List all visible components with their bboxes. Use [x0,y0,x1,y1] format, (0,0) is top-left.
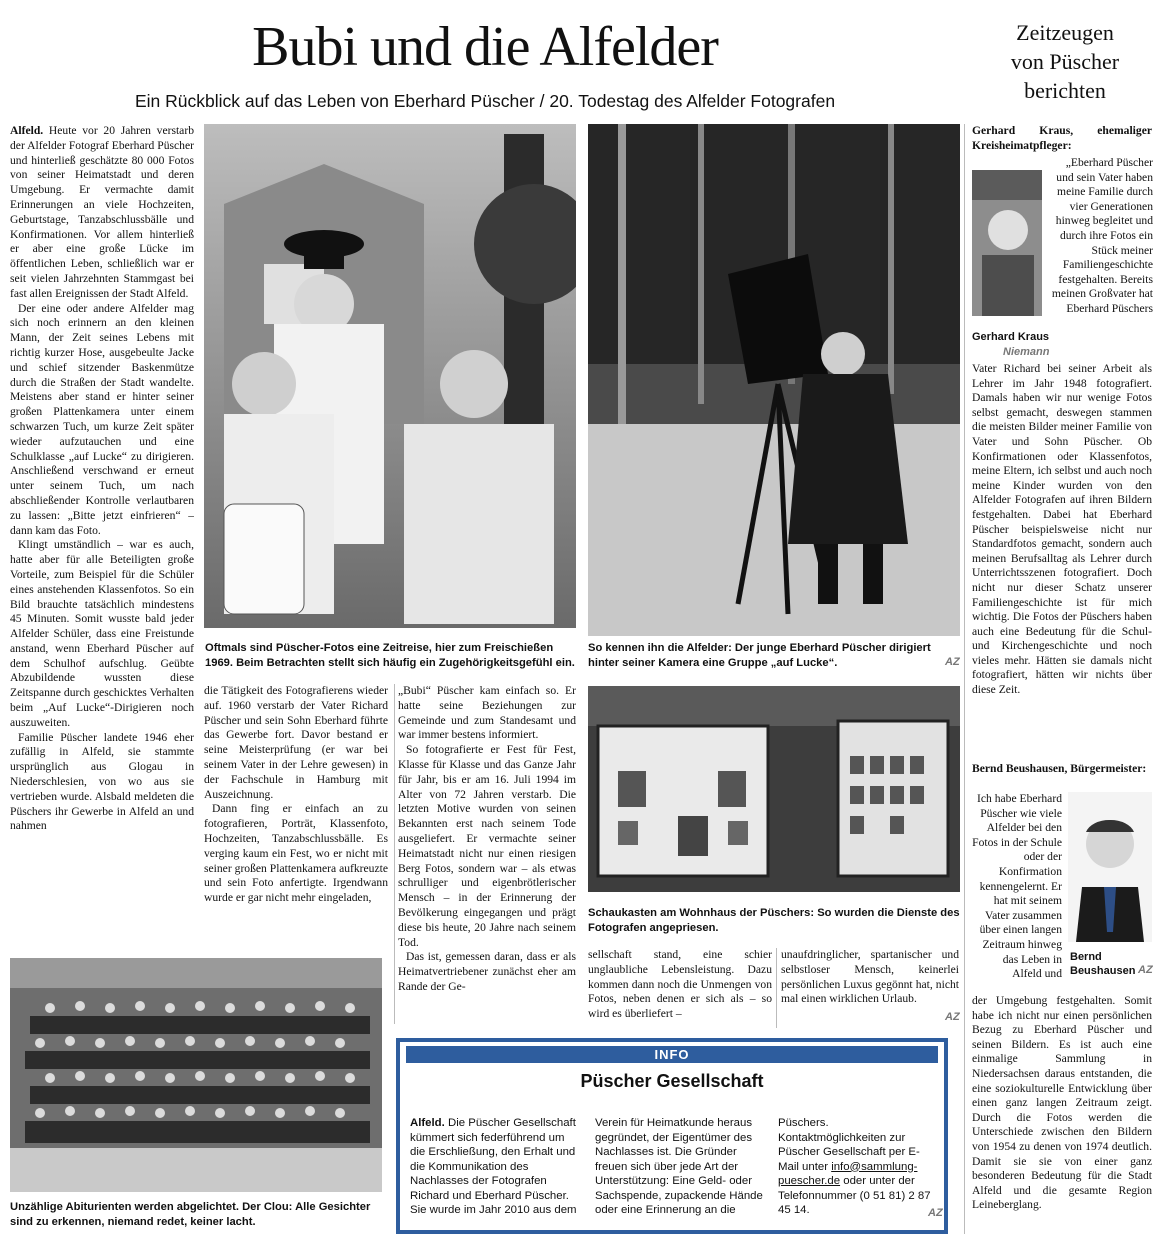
kraus-portrait-caption: Gerhard Kraus [972,331,1050,343]
article-paragraph: So fotografierte er Fest für Fest, Klasse für Klasse und das Ganze Jahr für Jahr, bis er am 16. Juli 1994 im Alter von 72 Jahren verstarb. Die letzten Motive wurden von seinen Bekannten erst nach seinem Tode ausgeliefert. Er vermachte seiner Heimatstadt nicht nur einen riesigen Berg Fotos, sondern war – als etwas schrulliger und eigenbrötlerischer Mensch – in der Erinnerung der Bevölkerung eingegangen und prägt diese bis heute, 20 Jahre nach seinem Tod. [398,743,576,949]
beushausen-portrait-caption: Bernd Beushausen [1070,951,1136,977]
group-photo-image [10,958,382,1192]
article-paragraph: Dann fing er einfach an zu fotografieren, Porträt, Klassenfoto, Hochzeiten, Tanzabschlussbälle. Es verging kaum ein Fest, wo er nicht mit seiner großen Plattenkamera aufkreuzte und sein Foto anfertigte. Irgendwann wurde er gar nicht mehr eingeladen, [204,802,388,905]
info-column-1 [410,1116,580,1218]
festival-caption: Oftmals sind Püscher-Fotos eine Zeitreise, hier zum Freischießen 1969. Beim Betrachten stellt sich häufig ein Zugehörigkeitsgefühl ein. [205,642,575,669]
article-text: Heute vor 20 Jahren verstarb der Alfelder Fotograf Eberhard Püscher und hinterließ geschätzte 80 000 Fotos von seiner Heimatstadt und deren Umgebung. Er vermachte damit Erinnerungen an viele Hochzeiten, Geburtstage, Tanzabschlussbälle und Konfirmationen. Vor allem hinterließ er aber eine große Lücke im öffentlichen Leben, schließlich war er seit vielen Jahrzehnten Stammgast bei fast allen Ereignissen der Stadt Alfeld. [10,124,194,300]
sidebar-title-line: berichten [1024,78,1106,103]
article-column-2 [204,684,388,934]
info-title: Püscher Gesellschaft [580,1071,764,1091]
info-column-2: Verein für Heimatkunde heraus gegründet, der Eigentümer des Nachlasses ist. Die Gründer freuen sich über jede Art der Unterstützung: Eine Geld- oder Sachspende, zupackende Hände oder eine Erinnerung an die [595,1117,763,1216]
info-credit: AZ [928,1207,943,1219]
info-dateline: Alfeld. [410,1117,445,1129]
festival-photo [204,124,576,628]
article-paragraph: sellschaft stand, eine schier unglaubliche Lebensleistung. Dazu kommen dann noch die Unmengen von Fotos, neben denen er sich als – so wird es überliefert – [588,948,772,1021]
kraus-text-1: „Eberhard Püscher und sein Vater haben meine Familie durch vier Generationen hinweg begleitet und durch ihre Fotos ein Stück meiner Familiengeschichte festgehalten. Bereits meinen Großvater hat Eberhard Püschers [1051,156,1153,315]
group-caption: Unzählige Abiturienten werden abgelichtet. Der Clou: Alle Gesichter sind zu erkennen, niemand redet, keiner lacht. [10,1201,371,1228]
sidebar-title-line: von Püscher [1010,49,1120,74]
beushausen-portrait-image [1068,792,1152,942]
camera-photo-image [588,124,960,636]
article-paragraph [10,124,194,302]
kraus-text-2: Vater Richard bei seiner Arbeit als Lehrer im Jahr 1948 fotografiert. Damals haben wir nur wenige Fotos selbst gemacht, deswegen stammen die meisten Bilder meiner Familie von Vater und Sohn Püscher. Ob Konfirmationen oder Klassenfotos, meine Eltern, ich selbst und auch noch meine Kinder wurden von den Alfelder Fotografen auf ihren Bildern festgehalten. Dabei hat Eberhard Püscher beispielsweise nicht nur Standardfotos gemacht, sondern auch meinen Berufsalltag als Lehrer durch Unterrichtsszenen fotografiert. Doch nicht nur dieser Schatz unserer Familiengeschichte ist für mich wichtig. Die Fotos der Püschers haben auch eine Bedeutung für die Schul- und Kirchengeschichte und noch vieles mehr. Hätten sie damals nicht fotografiert, hätten wir nichts über diese Zeit. [972,362,1152,697]
beushausen-portrait [1068,792,1152,942]
subheadline: Ein Rückblick auf das Leben von Eberhard Püscher / 20. Todestag des Alfelder Fotografen [134,91,836,111]
column-divider [394,684,395,1024]
showcase-photo-image [588,686,960,892]
email-link[interactable]: info@sammlung-puescher.de [778,1160,918,1187]
showcase-photo [588,686,960,892]
article-paragraph: unaufdringlicher, spartanischer und selbstloser Mensch, keinerlei persönlichen Luxus gegönnt hat, nicht mal einen wirklichen Urlaub. [781,948,959,1006]
sidebar-divider [964,124,965,1234]
beushausen-text-2: der Umgebung festgehalten. Somit habe ich nicht nur einen persönlichen Bezug zu Eberhard Püscher und seinen Bildern. Es ist auch eine einmalige Sammlung in Niedersachsen daraus entstanden, die eine soziokulturelle Entwicklung über einen ganz langen Zeitraum zeigt. Durch die Fotos werden die Unterschiede zwischen den Bildern von 1954 zu denen von 1974 deutlich. Damit sie sie von einer ganz besonderen Bedeutung für die Stadt Alfeld und die gesamte Region Leineberglang. [972,994,1152,1212]
info-bar: INFO [406,1046,938,1063]
beushausen-portrait-credit: AZ [1138,964,1153,976]
sidebar-title-line: Zeitzeugen [1016,20,1114,45]
camera-credit: AZ [945,656,960,668]
info-text: Püschers. Kontaktmöglichkeiten zur Püscher Gesellschaft per E-Mail unter [778,1117,920,1173]
article-column-4 [588,948,772,1028]
festival-photo-image [204,124,576,628]
beushausen-lead-block [972,762,1152,777]
kraus-portrait-image [972,170,1042,316]
showcase-caption: Schaukasten am Wohnhaus der Püschers: So wurden die Dienste des Fotografen angepriesen. [588,907,960,934]
sidebar-title [980,18,1150,105]
group-photo [10,958,382,1192]
beushausen-lead: Bernd Beushausen, Bürgermeister: [972,762,1147,775]
kraus-portrait-credit: Niemann [1003,346,1050,358]
article-paragraph: Familie Püscher landete 1946 eher zufällig in Alfeld, sie stammte ursprünglich aus Glogau in Niederschlesien, von wo aus sie vertrieben wurde. Alsbald meldeten die Püschers ihr Gewerbe in Alfeld an und nahmen [10,730,194,833]
info-box [396,1038,948,1234]
article-paragraph: die Tätigkeit des Fotografierens wieder auf. 1960 verstarb der Vater Richard Püscher und sein Sohn Eberhard führte das Gewerbe fort. Davor bestand er seine Meisterprüfung (er war bei seinem Vater in der Lehre gewesen) in der Fachschule in Hamburg mit Auszeichnung. [204,684,388,801]
article-column-1 [10,124,194,940]
headline: Bubi und die Alfelder [252,16,718,78]
article-credit: AZ [945,1011,960,1023]
kraus-lead-block [972,124,1152,153]
beushausen-text-1: Ich habe Eberhard Püscher wie viele Alfelder bei den Fotos in der Schule oder der Konfirmation kennengelernt. Er hat mit seinem Vater zusammen über einen langen Zeitraum hinweg das Leben in Alfeld und [972,792,1062,981]
camera-photo [588,124,960,636]
kraus-lead: Gerhard Kraus, ehemaliger Kreisheimatpfleger: [972,124,1152,152]
kraus-portrait [972,170,1042,316]
info-text: oder unter der Telefonnummer (0 51 81) 2 87 45 14. [778,1175,931,1216]
dateline: Alfeld. [10,124,44,137]
info-column-3 [778,1116,938,1218]
article-paragraph: Der eine oder andere Alfelder mag sich noch erinnern an den kleinen Mann, der Zeit seines Lebens mit richtig kurzer Hose, ausgebeulte Jacke und schief sitzender Baskenmütze durch die Straßen der Stadt wandelte. Meistens aber stand er hinter seiner großen Plattenkamera unter einem schwarzen Tuch, um kurze Zeit später wieder aufzutauchen und eine Schulklasse „auf Lucke“ zu dirigieren. Anschließend verschwand er erneut unter seinem Tuch, um nach abschließender Kontrolle verlautbaren zu lassen: „Bitte jetzt einfrieren“ – dann kam das Foto. [10,301,194,537]
article-paragraph: Das ist, gemessen daran, dass er als Heimatvertriebener zunächst eher am Rande der Ge- [398,950,576,993]
article-paragraph: Klingt umständlich – war es auch, hatte aber für alle Beteiligten große Vorteile, zum Beispiel für die Schüler eines anstehenden Klassenfotos. So ein Bild brauchte tatsächlich mindestens 45 Minuten. Somit wusste bald jeder Alfelder Schüler, dass eine Freistunde anstand, wenn Eberhard Püscher auf dem Schulhof aufschlug. Geübte Abzubildende wussten diese Zeitspanne durch geschicktes Verhalten beim „Auf Lucke“-Dirigieren noch auszuweiten. [10,538,194,729]
article-paragraph: „Bubi“ Püscher kam einfach so. Er hatte seine Beziehungen zur Gemeinde und zum Standesamt und war immer bestens informiert. [398,684,576,742]
column-divider [776,948,777,1028]
camera-caption: So kennen ihn die Alfelder: Der junge Eberhard Püscher dirigiert hinter seiner Kamera eine Gruppe „auf Lucke“. [588,642,931,669]
article-column-3 [398,684,576,1024]
article-column-5 [781,948,959,1028]
info-text: Die Püscher Gesellschaft kümmert sich federführend um die Erschließung, den Erhalt und die Kommunikation des Nachlasses der Fotografen Richard und Eberhard Püscher. Sie wurde im Jahr 2010 aus dem [410,1117,577,1216]
